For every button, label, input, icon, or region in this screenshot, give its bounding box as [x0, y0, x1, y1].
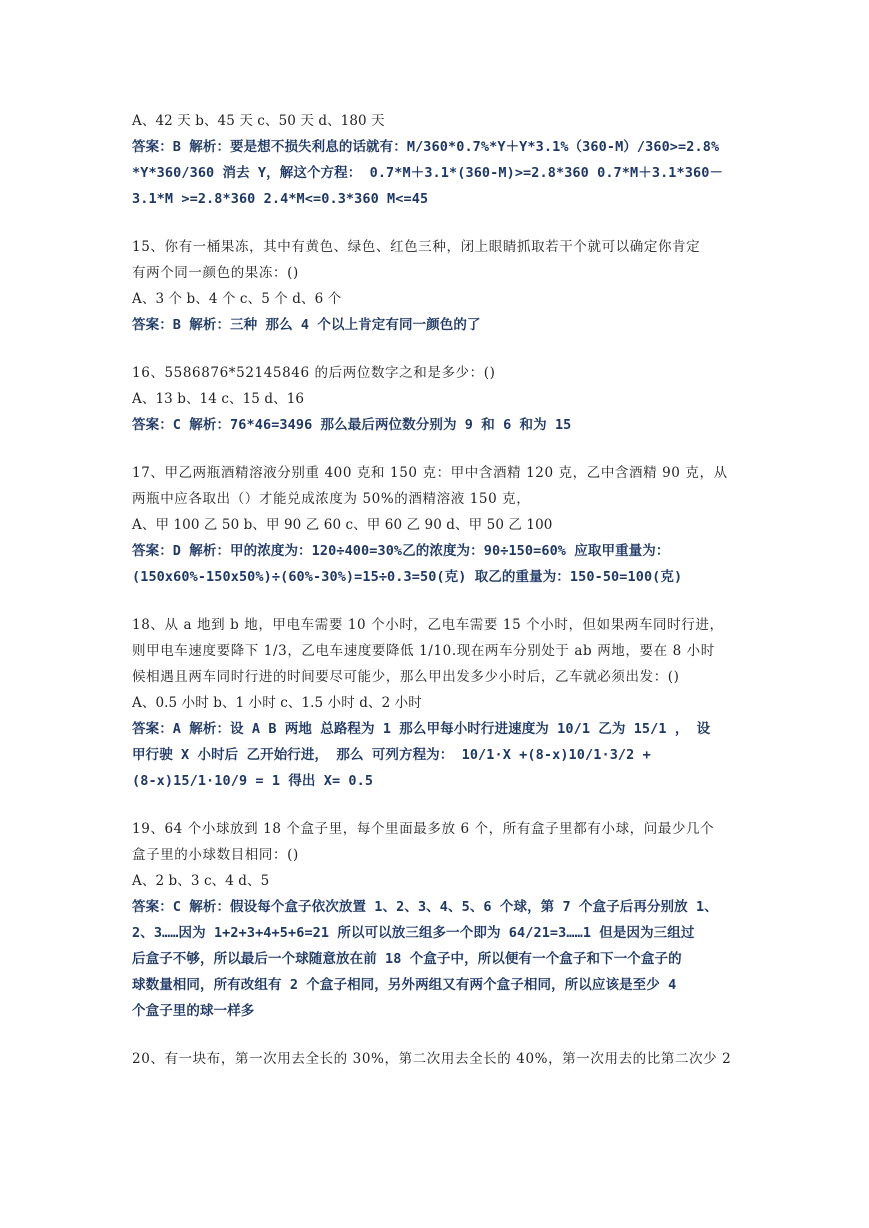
options-line: A、甲 100 乙 50 b、甲 90 乙 60 c、甲 60 乙 90 d、甲 50 乙 100: [132, 517, 553, 533]
answer-line: 答案：B 解析：三种 那么 4 个以上肯定有同一颜色的了: [132, 317, 481, 333]
document-page: [132, 108, 740, 1094]
question-block: [132, 108, 740, 212]
options-line: A、42 天 b、45 天 c、50 天 d、180 天: [132, 113, 385, 129]
answer-line: 2、3……因为 1+2+3+4+5+6=21 所以可以放三组多一个即为 64/21=3……1 但是因为三组过: [132, 925, 695, 941]
question-line: 候相遇且两车同时行进的时间要尽可能少，那么甲出发多少小时后，乙车就必须出发：(): [132, 669, 680, 685]
question-block: [132, 360, 740, 438]
options-line: A、3 个 b、4 个 c、5 个 d、6 个: [132, 291, 342, 307]
question-block: [132, 816, 740, 1024]
options-line: A、2 b、3 c、4 d、5: [132, 873, 270, 889]
options-line: A、0.5 小时 b、1 小时 c、1.5 小时 d、2 小时: [132, 695, 422, 711]
question-line: 两瓶中应各取出（）才能兑成浓度为 50%的酒精溶液 150 克，: [132, 491, 531, 507]
answer-line: 答案：D 解析：甲的浓度为：120÷400=30%乙的浓度为：90÷150=60% 应取甲重量为：: [132, 543, 670, 559]
answer-line: 答案：C 解析：76*46=3496 那么最后两位数分别为 9 和 6 和为 15: [132, 417, 572, 433]
answer-line: 答案：B 解析：要是想不损失利息的话就有：M/360*0.7%*Y＋Y*3.1%（360-M）/360>=2.8%: [132, 139, 720, 155]
question-line: 18、从 a 地到 b 地，甲电车需要 10 个小时，乙电车需要 15 个小时，但如果两车同时行进，: [132, 617, 724, 633]
question-line: 则甲电车速度要降下 1/3，乙电车速度要降低 1/10.现在两车分别处于 ab 两地，要在 8 小时: [132, 643, 715, 659]
answer-line: 后盒子不够，所以最后一个球随意放在前 18 个盒子中，所以便有一个盒子和下一个盒子的: [132, 951, 682, 967]
question-line: 15、你有一桶果冻，其中有黄色、绿色、红色三种，闭上眼睛抓取若干个就可以确定你肯定: [132, 239, 701, 255]
question-block: [132, 1046, 740, 1072]
answer-line: 答案：C 解析：假设每个盒子依次放置 1、2、3、4、5、6 个球，第 7 个盒子后再分别放 1、: [132, 899, 718, 915]
answer-line: (150x60%-150x50%)÷(60%-30%)=15÷0.3=50(克) 取乙的重量为：150-50=100(克): [132, 569, 683, 585]
question-line: 有两个同一颜色的果冻：(): [132, 265, 299, 281]
question-block: [132, 234, 740, 338]
question-line: 17、甲乙两瓶酒精溶液分别重 400 克和 150 克：甲中含酒精 120 克，乙中含酒精 90 克，从: [132, 465, 728, 481]
question-line: 16、5586876*52145846 的后两位数字之和是多少：(): [132, 365, 496, 381]
question-line: 盒子里的小球数目相同：(): [132, 847, 299, 863]
answer-line: (8-x)15/1·10/9 = 1 得出 X= 0.5: [132, 773, 374, 789]
answer-line: 甲行驶 X 小时后 乙开始行进， 那么 可列方程为： 10/1·X +(8-x)10/1·3/2 +: [132, 747, 651, 763]
question-block: [132, 460, 740, 590]
answer-line: 球数量相同，所有改组有 2 个盒子相同，另外两组又有两个盒子相同，所以应该是至少 4: [132, 977, 677, 993]
question-block: [132, 612, 740, 794]
answer-line: *Y*360/360 消去 Y，解这个方程： 0.7*M＋3.1*(360-M)>=2.8*360 0.7*M＋3.1*360－: [132, 165, 724, 181]
answer-line: 个盒子里的球一样多: [132, 1003, 255, 1019]
question-line: 19、64 个小球放到 18 个盒子里，每个里面最多放 6 个，所有盒子里都有小球，问最少几个: [132, 821, 715, 837]
options-line: A、13 b、14 c、15 d、16: [132, 391, 305, 407]
question-line: 20、有一块布，第一次用去全长的 30%，第二次用去全长的 40%，第一次用去的比第二次少 2: [132, 1051, 732, 1067]
answer-line: 答案：A 解析：设 A B 两地 总路程为 1 那么甲每小时行进速度为 10/1 乙为 15/1 ， 设: [132, 721, 711, 737]
answer-line: 3.1*M >=2.8*360 2.4*M<=0.3*360 M<=45: [132, 191, 429, 207]
